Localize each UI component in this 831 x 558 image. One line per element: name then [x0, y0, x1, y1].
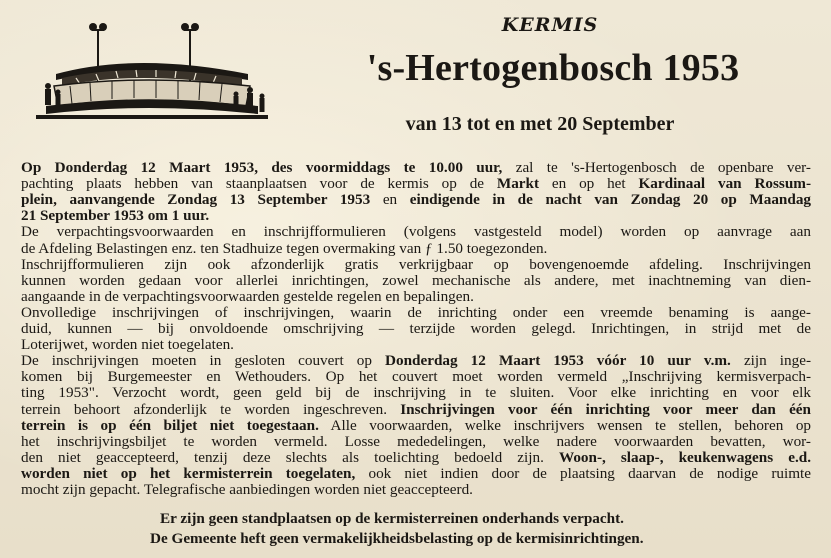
- text-segment: aangaande in de verpachtingsvoorwaarden gestelde regelen en bepalingen.: [21, 287, 474, 305]
- text-line: [21, 160, 811, 176]
- text-line: [21, 273, 811, 289]
- bold-text-segment: 21 September 1953 om 1 uur.: [21, 207, 210, 225]
- text-segment: Alle voorwaarden, welke inschrijvers wensen te stellen, behoren op: [318, 416, 812, 434]
- text-segment: het inschrijvingsbiljet te worden vermeld. Losse mededelingen, welke nadere voorwaarden bevatten, wor-: [21, 432, 811, 450]
- text-segment: en: [370, 191, 410, 209]
- text-segment: de Afdeling Belastingen enz. ten Stadhuize tegen overmaking van ƒ 1.50 toegezonden.: [21, 239, 548, 257]
- text-line: [21, 402, 811, 418]
- bold-text-segment: worden niet op het kermisterrein toegelaten,: [21, 464, 356, 482]
- text-line: [21, 353, 811, 369]
- text-segment: komen bij Burgemeester en Wethouders. Op het couvert moet worden vermeld „Inschrijving kermisverpach-: [21, 368, 811, 386]
- text-segment: ook niet indien door de plaatsing daarvan de nodige ruimte: [355, 464, 811, 482]
- date-range: van 13 tot en met 20 September: [405, 113, 675, 135]
- text-segment: zal te 's-Hertogenbosch de openbare ver-: [502, 159, 811, 176]
- bold-text-segment: Inschrijvingen voor één inrichting voor meer dan één: [400, 400, 811, 418]
- text-segment: De inschrijvingen moeten in gesloten couvert op: [21, 352, 386, 370]
- bold-text-segment: Donderdag 12 Maart 1953 vóór 10 uur v.m.: [385, 352, 731, 370]
- closing-line-1: Er zijn geen standplaatsen op de kermisterreinen onderhands verpacht.: [160, 510, 624, 527]
- text-line: [21, 418, 811, 434]
- text-line: [21, 450, 811, 466]
- text-segment: Loterijwet, worden niet toegelaten.: [21, 336, 234, 354]
- text-segment: duid, kunnen — bij onvoldoende omschrijving — terzijde worden gelegd. Inrichtingen, in strijd met de: [21, 320, 811, 337]
- bold-text-segment: plein, aanvangende Zondag 13 September 1953: [21, 191, 371, 209]
- text-segment: Inschrijfformulieren zijn ook afzonderlijk gratis verkrijgbaar op bovengenoemde afdeling. Inschrijvingen: [21, 255, 811, 273]
- text-segment: De verpachtingsvoorwaarden en inschrijfformulieren (volgens vastgesteld model) worden op aanvrage aan: [21, 223, 811, 241]
- text-line: [21, 385, 811, 401]
- text-line: [21, 337, 811, 353]
- page-title: 's-Hertogenbosch 1953: [366, 47, 740, 89]
- bold-text-segment: Kardinaal van Rossum-: [638, 175, 811, 193]
- text-line: [21, 289, 811, 305]
- text-segment: zijn inge-: [730, 352, 812, 370]
- text-line: [21, 434, 811, 450]
- closing-line-2: De Gemeente heft geen vermakelijkheidsbelasting op de kermisinrichtingen.: [150, 530, 644, 547]
- text-segment: den niet geaccepteerd, tenzij deze slechts als toelichting bedoeld zijn.: [21, 448, 559, 466]
- text-line: [21, 176, 811, 192]
- text-line: [21, 208, 811, 224]
- bold-text-segment: Woon-, slaap-, keukenwagens e.d.: [558, 448, 811, 466]
- text-line: [21, 305, 811, 321]
- text-line: [21, 224, 811, 240]
- text-line: [21, 466, 811, 482]
- text-line: [21, 241, 811, 257]
- text-line: [21, 369, 811, 385]
- text-segment: terrein behoort afzonderlijk te worden ingeschreven.: [21, 400, 401, 418]
- text-segment: mocht zijn gepacht. Telegrafische aanbiedingen worden niet geaccepteerd.: [21, 481, 473, 498]
- text-segment: pachting plaats hebben van staanplaatsen voor de kermis op de: [21, 175, 497, 193]
- text-segment: ting 1953". Verzocht wordt, geen geld bij de inschrijving in te sluiten. Voor elke inrichting en voor elk: [21, 384, 811, 402]
- bold-text-segment: Markt: [496, 175, 540, 193]
- bold-text-segment: Op Donderdag 12 Maart 1953, des voormiddags te 10.00 uur,: [21, 159, 503, 176]
- text-line: [21, 321, 811, 337]
- text-segment: kunnen worden gedaan voor allerlei inrichtingen, zowel mechanische als andere, met inachtneming van dien-: [21, 271, 811, 289]
- text-line: [21, 482, 811, 498]
- text-segment: Onvolledige inschrijvingen of inschrijvingen, waarin de inrichting onder een vreemde benaming is aange-: [21, 303, 811, 321]
- bold-text-segment: eindigende in de nacht van Zondag 20 op Maandag: [409, 191, 812, 209]
- bold-text-segment: terrein is op één biljet niet toegestaan.: [21, 416, 319, 434]
- text-line: [21, 257, 811, 273]
- header-kicker: KERMIS: [501, 14, 599, 36]
- text-line: [21, 192, 811, 208]
- text-segment: en op het: [539, 175, 639, 193]
